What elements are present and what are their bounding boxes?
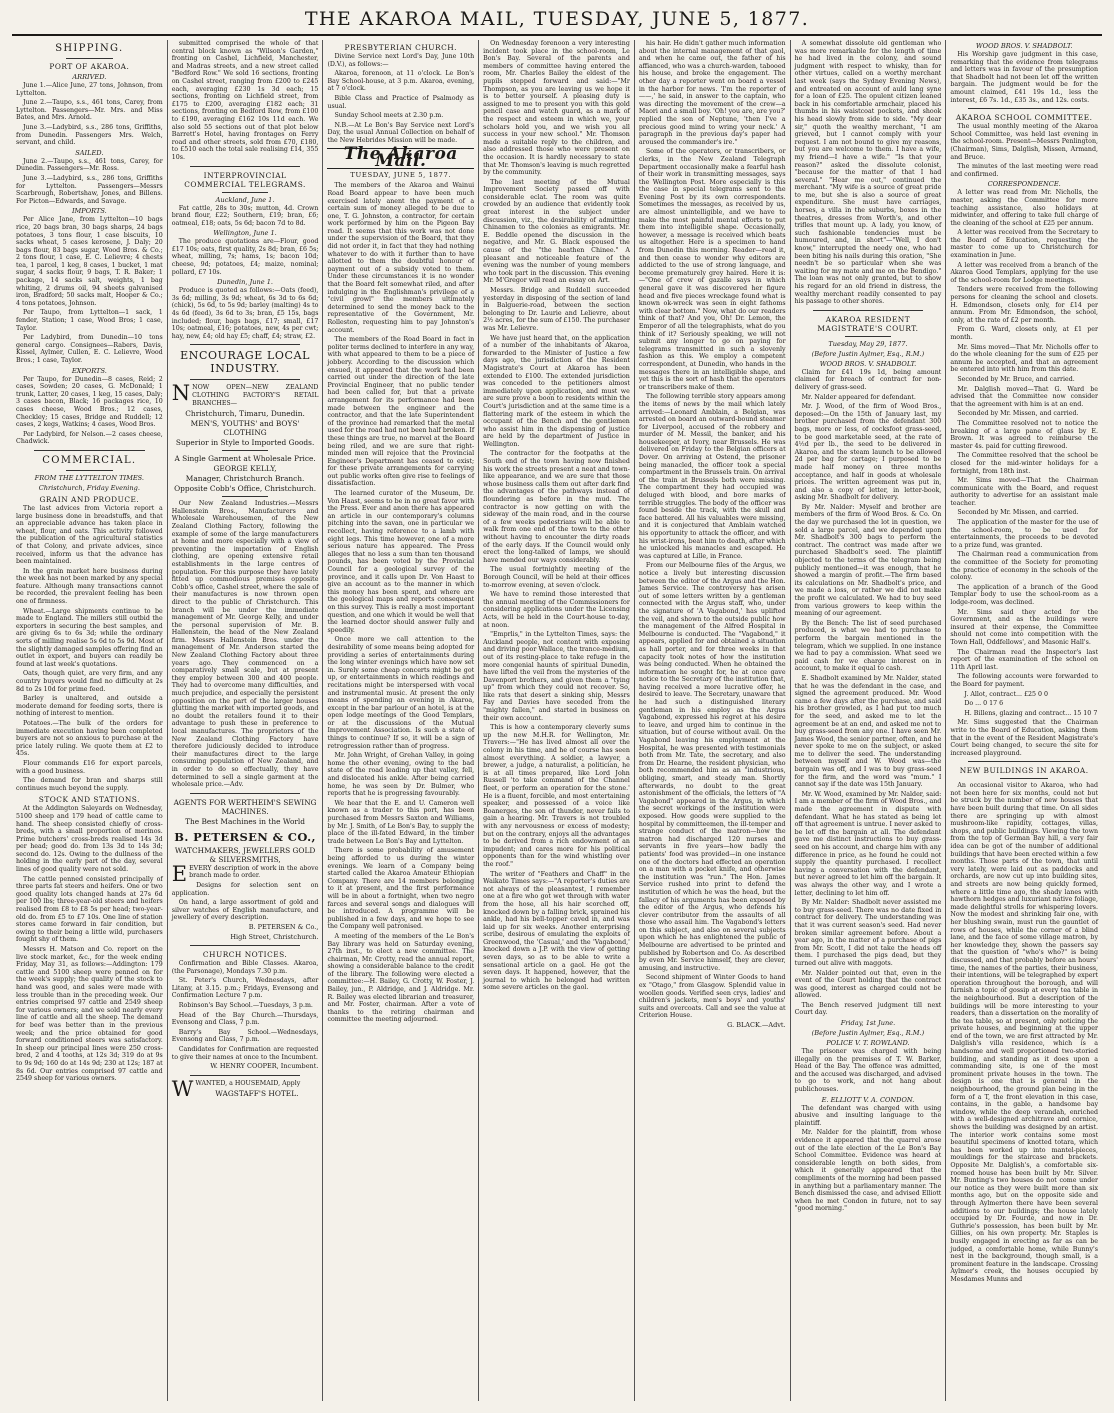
ad-now-open: NNOW OPEN—NEW ZEALAND CLOTHING FACTORY'S RETAIL BRANCHES—	[171, 381, 319, 407]
article-paragraph: Mr. Sims said they acted for the Government, and as the buildings were insured at their expense, the Committee should not come into competition with the Town Hall, Oddfellows', and Masonic Hall's.	[950, 608, 1099, 646]
article-paragraph: The Chairman read the Inspector's last report of the examination of the school on 11th April last.	[950, 648, 1099, 671]
ad-wanted: WWANTED, a HOUSEMAID, Apply	[171, 1076, 301, 1101]
article-paragraph: Oats, though quiet, are very firm, and any country buyers would find no difficulty at 2s 8d to 2s 10d for prime feed.	[16, 670, 163, 693]
ad-manager: Manager, Christchurch Branch.	[185, 474, 305, 484]
article-paragraph: The application of a branch of the Good Templar body to use the school-room as a lodge-room, was declined.	[950, 583, 1099, 606]
court-paragraph: Mr. J. Wood, of the firm of Wood Bros., deposed:—On the 15th of January last, my brother purchased from the defendant 300 bags, more or less, of cocksfoot grass-seed, to be good marketable seed, at the rate of 4½d per lb., the seed to be delivered in Akaroa, and the steam launch to be allowed 2d per bag for cartage; I purposed to be made half money on three months acceptance, and half in goods at wholesale prices. The written agreement was put in, and also a copy of letter, in letter-book, asking Mr. Shadbolt for delivery.	[794, 403, 942, 502]
bench-line: (Before Justin Aylmer, Esq., R.M.)	[811, 349, 925, 358]
editorial-paragraph: There is some probability of amusement being afforded to us during the winter evenings. We learn of a Company being started called the Akaroa Amateur Ethiopian Company. There are 14 members belonging to it at present, and the first performance will be in about a fortnight, when two negro farces and several songs and dialogues will be introduced. A programme will be published in a few days, and we hope to see the Company well patronised.	[327, 847, 475, 931]
account-line: H. Billens, glazing and contract... 15 10 7	[964, 709, 1098, 717]
article-paragraph: A letter was received from a branch of the Akaroa Good Templars, applying for the use of the school-room for Lodge meetings.	[950, 261, 1099, 284]
notice-paragraph: Divine Service next Lord's Day, June 10th (D.V.), as follows:—	[327, 53, 475, 68]
divider	[845, 336, 892, 337]
article-paragraph: Messrs. Bridge and Ruddell succeeded yesterday in disposing of the section of land in Balguerie-road, between the section belonging to Dr. Laurie and Lelievre, about 2½ acres, for the sum of £150. The purchaser was Mr. Lelievre.	[483, 287, 630, 332]
subheading-stock: STOCK AND STATIONS.	[38, 795, 140, 805]
article-paragraph: Messrs H. Matson and Co. report on the live stock market, &c., for the week ending Friday, May 31, as follows:—Addington: 179 cattle and 5100 sheep were penned on for the week's supply; the quality of the stock to hand was good, and sales were made with less trouble than in the preceding week. Our entries comprised 97 cattle and 2549 sheep for various owners; and we sold nearly every line of cattle and all the sheep. The demand for beef was better than in the previous week; and the price obtained for good forward conditioned steers was satisfactory. In sheep our principal lines were 250 cross-bred, 2 and 4 tooths, at 12s 3d; 319 do at 9s to 9s 9d; 160 do at 14s 9d; 230 at 12s; 187 at 8s 6d. Our entries comprised 97 cattle and 2549 sheep for various owners.	[16, 946, 163, 1083]
source-line: FROM THE LYTTELTON TIMES.	[34, 473, 145, 482]
article-paragraph: A letter was read from Mr. Nicholls, the master, asking the Committee for more teaching assistance, also holidays at midwinter, and offering to take full charge of the cleaning of the school at £25 per annum.	[950, 189, 1099, 227]
notice-paragraph: Candidates for Confirmation are requested to give their names at once to the Incumbent.	[171, 1046, 319, 1061]
editorial-paragraph: The members of the Akaroa and Wainui Road Board appear to have been much exercised lately anent the payment of a certain sum of money alleged to be due to one, T. G. Johnston, a contractor, for certain work performed by him on the Pigeon Bay road. It seems that this work was not done under the supervision of the Board, that they did not order it, in fact that they had nothing whatever to do with it further than to have allotted to them the doubtful honour of payment out of a subsidy voted to them. Under these circumstances it is no wonder that the Board felt somewhat riled, and after indulging in the Englishman's privilege of a "civil growl" the members ultimately determined to send the money back to the representative of the Government, Mr. Rolleston, requesting him to pay Johnston's account.	[327, 182, 475, 334]
ad-heading-encourage: ENCOURAGE LOCAL INDUSTRY.	[180, 349, 311, 376]
column-1	[12, 40, 168, 1401]
imports-text: Per Ladybird, from Dunedin—10 tons general cargo. Consignees—Rabers, Davis, Kissel, Aylmer, Cullen, E. C. Lelievre, Wood Bros.; 1 case, Taylor.	[16, 334, 163, 364]
court-paragraph: The defendant was charged with using abusive and insulting language to the plaintiff.	[794, 1104, 942, 1127]
editorial-paragraph: We hear that the E. and U. Cameron well known as a trader to this port, has been purchased from Messrs Saxton and Williams, by Mr. J. Smith, of Le Bon's Bay, to supply the place of the ill-fated Edward, in the timber trade between Le Bon's Bay and Lyttelton.	[327, 799, 475, 845]
article-paragraph: We have just heard that, on the application of a number of the inhabitants of Akaroa, forwarded to the Minister of Justice a few days ago, the jurisdiction of the Resident Magistrate's Court at Akaroa has been extended to £100. The extended jurisdiction was conceded to the petitioners almost immediately upon application, and must we are sure prove a boon to residents within the Court's jurisdiction and at the same time is a flattering mark of the esteem in which the occupant of the Bench and the gentlemen who assist him in the dispensing of justice are held by the department of Justice in Wellington.	[483, 334, 630, 448]
dateline: Wellington, June 1.	[213, 229, 277, 238]
article-paragraph: Seconded by Mr. Missen, and carried.	[957, 410, 1079, 418]
ad-wholesale: A Single Garment at Wholesale Price.	[174, 454, 316, 464]
article-paragraph: On hand, a large assortment of gold and silver watches of English manufacture, and jewellery of every description.	[171, 899, 319, 922]
article-paragraph: Fat cattle, 28s to 30s; mutton, 4d. Crown brand flour, £22; Southern, £19; bran, £6; oatmeal, £18; oats, 5s 6d; bacon 7d to 8d.	[171, 204, 319, 227]
court-paragraph: Mr. Nalder pointed out that, even in the event of the Court holding that the contract was good, interest as charged could not be allowed.	[794, 969, 942, 1000]
article-paragraph: In the grain market here business during the week has not been marked by any special feature. Although many transactions cannot be recorded, the prevalent feeling has been one of firmness.	[16, 567, 163, 606]
court-paragraph: By Mr. Nalder: Myself and brother are members of the firm of Wood Bros. & Co. On the day we purchased the lot in question, we sold a large parcel, and we depended upon Mr. Shadbolt's 300 bags to perform the contract. The contract was made after we purchased Shadbolt's seed. The plaintiff objected to the terms of the telegram being publicly mentioned—it was enough, that he showed a margin of profit.—The firm based its calculations on Mr. Shadbolt's price, and we made a loss, or rather we did not make the profit we calculated. We had to buy seed from various growers to keep within the meaning of our agreement.	[794, 503, 942, 618]
divider	[968, 108, 1080, 109]
court-paragraph: E. Shadbolt examined by Mr. Nalder, stated that he was the defendant in the case, and signed the agreement produced. Mr. Wood came a few days after the purchase, and said his brother growled, as I had put too much for the seed, and asked me to let the agreement be at an end, and asked me not to buy grass-seed from any one. I have seen Mr. James Wood, the senior partner, often, and he never spoke to me on the subject, or asked me to deliver the seed. The understanding between myself and W. Wood was—the bargain was off, and I was to buy grass-seed for the firm, and the word was "mum." I cannot say if the date was 15th January.	[794, 674, 942, 789]
divider	[190, 344, 301, 345]
editorial-paragraph: Once more we call attention to the desirability of some means being adopted for providing a series of entertainments during the long winter evenings which have now set in. Surely some cheap concerts might be got up, or entertainments in which readings and recitations might be interspersed with vocal and instrumental music. At present the only means of spending an evening in Akaroa, except in the bar parlour of an hotel, is at the open lodge meetings of the Good Templars, or at the discussions of the Mutual Improvement Association. Is such a state of things to continue? If so, it will be a sign of retrogression rather than of progress.	[327, 636, 475, 750]
divider	[190, 166, 301, 167]
article-paragraph: Wheat.—Large shipments continue to be made to England. The millers still outbid the exporters in securing the best samples, and are giving 6s to 6s 3d; while the ordinary sorts of milling realise 5s 6d to 5s 9d. Most of the slightly damaged samples offering find an outlet in export, and buyers can readily be found at last week's quotations.	[16, 607, 163, 668]
arrival-entry: June 3.—Ladybird, s.s., 286 tons, Griffiths, from Dunedin. Passengers Mrs. Welch, servant, and child.	[16, 123, 163, 147]
article-paragraph: The Chairman read a communication from the committee of the Society for promoting the practice of economy in the schools of the colony.	[950, 551, 1099, 582]
article-paragraph: The produce quotations are—Flour, good £17 10s; oats, first quality, 2s 8d; bran, £6 5s; wheat, milling, 7s; hams, 1s; bacon 10d; cheese, 9d; potatoes, £4; maize, nominal; pollard, £7 10s.	[171, 238, 319, 276]
notice-paragraph: St. Peter's Church, Wednesdays, after Litany, at 3.15. p.m.; Fridays, Evensong and Confirmation Lecture 7 p.m.	[171, 977, 319, 1000]
section-heading-commercial: COMMERCIAL.	[42, 454, 137, 466]
article-paragraph: The last advices from Victoria report a large business done in breadstuffs, and that an appreciable advance has taken place in wheat, flour, and oats. This activity followed the publication of the agricultural statistics of that Colony, and private advices, since received, inform us that the advance has been maintained.	[16, 504, 163, 566]
article-paragraph: The last meeting of the Mutual Improvement Society passed off with considerable eclat. The room was quite crowded by an audience that evidently took great interest in the subject under discussion, viz., the desirability of admitting Chinamen to the colonies as emigrants. Mr. E. Beddle opened the discussion in the negative, and Mr. G. Black espoused the cause of the "the heathen Chinee." A pleasant and noticeable feature of the evening was the number of young members who took part in the discussion. This evening Mr. M'Gregor will read an essay on Art.	[483, 178, 630, 285]
subheading-court: AKAROA RESIDENT MAGISTRATE'S COURT.	[817, 314, 919, 333]
notice-paragraph: Robinson's Bay School.—Tuesdays, 3 p.m.	[178, 1002, 313, 1010]
divider	[190, 793, 301, 794]
article-paragraph: The Committee resolved that the school be closed for the mid-winter holidays for a fortnight, from 18th inst.	[950, 452, 1099, 475]
dateline: Dunedin, June 1.	[217, 278, 274, 287]
exports-text: Per Ladybird, for Nelson.—2 cases cheese, Chadwick.	[16, 430, 163, 446]
court-paragraph: Mr. Nalder appeared for defendant.	[801, 393, 916, 401]
subheading-port: PORT OF AKAROA.	[49, 62, 130, 71]
divider	[1000, 778, 1048, 779]
divider	[190, 1075, 301, 1076]
ad-agents: AGENTS FOR WERTHEIM'S SEWING MACHINES.	[173, 797, 317, 816]
case-title: WOOD BROS. V. SHADBOLT.	[819, 359, 917, 368]
article-paragraph: Second shipment of Winter Goods to hand ex "Otago," from Glasgow. Splendid value in woollen goods. Verified seen crys, ladies' and children's jackets, men's boys' and youths' suits and overcoats. Call and see the value at Criterion House.	[638, 974, 786, 1020]
dropcap: E	[171, 861, 188, 886]
article-paragraph: An occasional visitor to Akaroa, who had not been here for six months, could not but be struck by the number of new houses that have been built during that time. On all sides there are springing up with almost mushroom-like rapidity, cottages, villas, shops, and public buildings. Viewing the town from the top of German Bay hill, a very fair idea can be got of the number of additional buildings that have been erected within a few months. Those parts of the town, that until very lately, were laid out as paddocks and orchards, are now cut up into building sites, and streets are now being quickly formed, where a little time ago, the shady lanes with hawthorn hedges and luxuriant native foliage, made delightful strolls for whispering lovers. Now the modest and shrinking fair one, with her blushing swain, must run the gauntlet of rows of houses, while the corner of a blind lane, and the face of some village matron, by her knowledge they, shown the passers say that the question of "who's who?" is being discussed, and that probably before an hours' time, the names of the parties, their business, their intentions, will be telegraphed by expert operation throughout the borough, and will furnish a topic of gossip at every tea table in the neighbourhood. But a description of the buildings will be more interesting to your readers, than a dissertation on the morality of the tea table, so at present, only noticing the private houses, and beginning at the upper end of the town, we are first attracted by Mr. Dalglish's villa residence, which is a handsome and well proportioned two-storied building, and standing as it does upon a commanding site, is one of the most prominent private houses in the town. The design is one that is general in the neighbourhood, the ground plan being in the form of a T, the front elevation in this case, contains, in the gable, a handsome bay window, while the deep verandah, enriched with a well-designed architrave and cornice, shows the building was designed by an artist. The interior work contains some most beautiful specimens of knotted totara, which has been worked up into mantel-pieces, mouldings for the staircase and brackets. Opposite Mr. Dalglish's, a comfortable six-roomed house has been built by Mr. Silver. Mr. Bunting's two houses do not come under our notice as they were built more than six months ago, but on the opposite side and through Aylmerton there have been several additions to our buildings; the house lately occupied by Dr. Fourde, and now in Dr. Guthrie's possession, has been built by Mr. Gillies, on his own property. Mr. Staples is busily engaged in erecting as far as can be judged, a comfortable home, while Bunny's nest in the background, though small, is a prominent feature in the landscape. Crossing Aylmer's creek, the houses occupied by Mesdames Munns and	[950, 782, 1099, 1283]
court-paragraph: The prisoner was charged with being illegally on the premises of T. W. Barker, Head of the Bay. The offence was admitted, and the accused was discharged, and advised to go to work, and not hang about publichouses.	[794, 1048, 942, 1094]
article-paragraph: This is how a contemporary cleverly sums up the new M.H.R. for Wellington, Mr. Travers:—"He has lived almost all over the colony in his time, and he of course has seen almost everything. A soldier, a lawyer, a brewer, a judge, a naturalist, a politician, he is at all times prepared, like Lord John Russell 'to take command of the Channel fleet, or perform an operation for the stone.' He is a fluent, forcible, and most entertaining speaker, and possessed of a voice like Boanerges, the son of thunder, never fails to gain a hearing. Mr. Travers is not troubled with any nervousness or excess of modesty; but on the contrary, enjoys all the advantages to be derived from a rich endowment of an impudent; and cares more for his political opponents than for the wind whistling over the roof."	[483, 724, 630, 868]
account-line: J. Allot, contract... £25 0 0	[964, 690, 1049, 698]
nameplate: The Akaroa Mail.	[327, 148, 474, 169]
court-paragraph: Claim for £41 19s 1d, being amount claimed for breach of contract for non-delivery of grass-seed.	[794, 368, 942, 391]
subheading-church: CHURCH NOTICES.	[202, 950, 288, 960]
column-4	[479, 40, 635, 1401]
signature: High Street, Christchurch.	[230, 932, 319, 941]
column-7	[946, 40, 1102, 1401]
subheading-presbyterian: PRESBYTERIAN CHURCH.	[344, 43, 458, 52]
article-paragraph: Barley is unaltered, and outside a moderate demand for feeding sorts, there is nothing of interest to mention.	[16, 695, 163, 718]
divider	[190, 379, 301, 380]
article-paragraph: Produce is quoted as follows:—Oats (feed), 3s 6d; milling, 3s 9d; wheat, 6s 3d to 6s 6d; (chick), 5s 6d, to 5s 9d; barley (malting) 4s to 4s 6d (feed), 3s 6d to 3s; bran, £5 15s, bags included; flour, bags bags, £17; small, £17 10s; oatmeal, £16; potatoes, new, 4s per cwt; hay, new, £4; old hay £5; chaff, £4; straw, £2.	[171, 287, 319, 340]
notice-paragraph: Confirmation and Bible Classes. Akaroa, (the Parsonage), Mondays 7.30 p.m.	[171, 960, 319, 975]
court-paragraph: Mr. Nalder for the plaintiff, from whose evidence it appeared that the quarrel arose out of the late election of the Le Bon's Bay School Committee. Evidence was heard at considerable length on both sides, from which it generally appeared that the compliments of the morning had been passed in anything but a parliamentary manner. The Bench dismissed the case, and advised Elliott when he met Condon in future, not to say "good morning."	[794, 1129, 942, 1213]
article-paragraph: The minutes of the last meeting were read and confirmed.	[950, 163, 1099, 178]
article-paragraph: Our New Zealand Industries.—Messrs Hallenstein Bros., Manufacturers and Wholesale Warehousemen, of the New Zealand Clothing Factory, following the example of some of the large manufacturers at home and more especially with a view of preventing the importation of English clothing, are opening extensive retail establishments in the large centres of population. For this purpose they have lately fitted up commodious premises opposite Cobb's office, Cashel street, where the sale of their manufactures is now thrown open direct to the public of Christchurch. This branch will be under the immediate management of Mr. George Kelly, and under the personal supervision of Mr. B. Hallenstein, the head of the New Zealand firm. Messrs Hallenstein Bros. under the management of Mr. Anderson started the New Zealand Clothing Factory about three years ago. They commenced on a comparatively small scale, but at present they employ between 300 and 400 people. They had to overcome many difficulties, and much prejudice, and especially the persistent opposition on the part of the larger houses glutting the market with imported goods, and no doubt the retailers found it to their advantage to push these in preference to local manufactures. The proprietors of the New Zealand Clothing Factory have therefore judiciously decided to introduce their manufactures direct to the large consuming population of New Zealand, and in order to do so effectually, they have determined to sell a single garment at the wholesale price.—Adv.	[171, 500, 319, 789]
article-paragraph: Mr. Sims suggested that the Chairman write to the Board of Education, asking them that in the event of the Resident Magistrate's Court being changed, to secure the site for increased playground.	[950, 719, 1099, 757]
divider	[222, 450, 269, 451]
court-paragraph: By the Bench: The list of seed purchased produced, is what we had to purchase to perform the bargain mentioned in the telegram, which we supplied. In one instance we had to pay a commission. What seed we paid cash for we charge interest on in account, to make it equal to cash.	[794, 619, 942, 673]
court-paragraph: By Mr. Nalder: Shadbolt never assisted me to buy grass-seed. There was no date fixed in contract for delivery. The understanding was that it was current season's seed. Had never broken similar agreement before. About a year ago, in the matter of a purchase of pigs from Mr. Scott, I did not take the heads off them. I purchased the pigs dead, but they turned out alive with maggots.	[794, 899, 942, 967]
editorial-paragraph: The learned curator of the Museum, Dr. Von Haast, seems to be in no great favor with the Press. Ever and anon there has appeared an article in our contemporary's columns pitching into the savan, one in particular we recollect, having reference to a lamb with eight legs. This time however, one of a more serious nature has appeared. The Press alleges that no less a sum than ten thousand pounds, has been voted by the Provincial Council for a geological survey of the province, and it calls upon Dr. Von Haast to give an account as to the manner in which this money has been spent, and where are the geological maps and reports consequent on this survey. This is really a most important question, and one which it would be well that the learned doctor should answer fully and speedily.	[327, 490, 475, 634]
column-5	[635, 40, 791, 1401]
article-paragraph: Mr. Sims moved—That the Chairman communicate with the Board, and request authority to advertise for an assistant male teacher.	[950, 477, 1099, 507]
notice-paragraph: Barry's Bay School.—Wednesdays, Evensong and Class, 7 p.m.	[171, 1028, 319, 1044]
subheading-school: AKAROA SCHOOL COMMITTEE.	[955, 113, 1093, 123]
article-paragraph: Some of the operators, or transcribers, or clerks, in the New Zealand Telegraph Department occasionally make a fearful hash of their work in transmitting messages, says the Wellington Post. More especially is this the case in special telegrams sent to the Evening Post by its own correspondents. Sometimes the messages, as received by us, are almost unintelligible, and we have to make the most painful mental efforts to put them into intelligible shape. Occasionally, however, a message is received which beats us altogether. Here is a specimen to hand from Dunedin this morning. Reader—read it, and then cease to wonder why editors are addicted to the use of strong language, and become prematurely grey haired. Here it is:—"One of crew of gazalle says in which general gave it was discovered her figure head and five pieces wreckage found what is known ok-wreck was seen in eight fathoms with clear bottom." Now, what do our readers think of that? And you, Oh! Dr. Lemon, the Emperor of all the telegraphists, what do you think of it? Seriously speaking, we will not submit any longer to go on paying for telegrams transmitted in such a slovenly fashion as this. We employ a competent correspondent, at Dunedin, who hands in the messages there in an intelligible shape, and yet this is the sort of hash that the operators or transcribers make of them.	[638, 148, 786, 391]
notice-paragraph: Sunday School meets at 2.30 p.m.	[334, 112, 444, 120]
subheading-correspondence: CORRESPONDENCE.	[987, 180, 1061, 189]
signature: B. PETERSEN & Co.,	[248, 922, 319, 931]
divider	[66, 58, 113, 59]
subheading-buildings: NEW BUILDINGS IN AKAROA.	[959, 766, 1089, 776]
article-paragraph: The following accounts were forwarded to the Board for payment.	[950, 673, 1099, 688]
notice-paragraph: Bible Class and Practice of Psalmody as usual.	[327, 94, 475, 110]
notice-paragraph: Head of the Bay Church.—Thursdays, Evensong and Class, 7 p.m.	[171, 1011, 319, 1027]
newspaper-page	[12, 6, 1102, 1401]
signature: W. HENRY COOPER, Incumbent.	[210, 1062, 319, 1071]
arrival-entry: June 2.—Taupo, s.s., 461 tons, Carey, from Lyttelton. Passengers—Mr. Mrs. and Miss Bates, and Mrs. Arnold.	[16, 99, 163, 122]
dateline: Christchurch, Friday Evening.	[38, 483, 140, 492]
ad-best: The Best Machines in the World	[185, 816, 306, 826]
section-heading-shipping: SHIPPING.	[55, 43, 124, 54]
article-paragraph: his hair. He didn't gather much information about the internal management of that gaol, and when he came out, the father of his affianced, who was a church-warden, tabooed his house, and broke the engagement. The other day a reporter went on board a vessel in the harbor for news. 'I'm the reporter of——,' he said, in answer to the captain, who was directing the movement of the crew—a Maori and a small boy. 'Oh! you are, are you?' replied the son of Neptune, 'then I've a precious good mind to wring your neck.' A paragraph in the previous day's paper had aroused the commander's ire."	[638, 40, 786, 146]
dropcap: W	[171, 1076, 194, 1101]
article-paragraph: The demand for bran and sharps still continues much beyond the supply.	[16, 777, 163, 792]
divider	[34, 450, 145, 451]
article-paragraph: The cattle penned consisted principally of three parts fat steers and heifers. One or two good quality lots changed hands at 27s 6d per 100 lbs; three-year-old steers and heifers realised from £8 to £8 5s per head; two-year-old do. from £5 to £7 10s. One line of station stores came forward in fair condition, but owing to their being a little wild, purchasers fought shy of them.	[16, 875, 163, 944]
ad-opposite: Opposite Cobb's Office, Christchurch.	[174, 484, 317, 494]
sailing-entry: June 3.—Ladybird, s.s., 286 tons, Griffiths for Lyttelton. Passengers—Messrs Scarbrough, Robertshaw, Jones, and Billens. For Picton—Edwards, and Savage.	[16, 174, 163, 205]
editorial-date: TUESDAY, JUNE 5, 1877.	[350, 170, 452, 179]
article-paragraph: We have to remind those interested that the annual meeting of the Commissioners for considering applications under the Licensing Acts, will be held in the Court-house to-day, at noon.	[483, 591, 630, 629]
ad-cities: Christchurch, Timaru, Dunedin.	[185, 409, 305, 419]
court-paragraph: The Bench reserved judgment till next Court day.	[794, 1001, 942, 1017]
divider	[66, 470, 113, 471]
divider	[222, 192, 269, 193]
divider	[190, 945, 301, 946]
article-paragraph: The application of the master for the use of the school-room, to be used for entertainments, the proceeds to be devoted to a prize fund, was granted.	[950, 519, 1099, 549]
column-6	[791, 40, 947, 1401]
article-paragraph: Flour commands £16 for export parcels, with a good business.	[16, 759, 163, 775]
ad-watchmakers: WATCHMAKERS, JEWELLERS GOLD & SILVERSMITHS,	[174, 845, 316, 864]
article-paragraph: The Committee resolved not to notice the breaking of a large pane of glass by E. Brown. It was agreed to reimburse the master 4s. paid for cutting firewood.	[950, 419, 1099, 450]
ad-petersen: B. PETERSEN & CO.,	[174, 829, 316, 844]
imports-text: Per Alice Jane, from Lyttelton—10 bags rice, 20 bags bran, 30 bags sharps, 24 bags potatoes, 3 tons flour, 1 case biscuits, 10 sacks wheat, 5 cases kerosene, J. Daly; 20 bags flour, 83 bags sugar, Wood Bros. & Co.; 2 tons flour, 1 case, E. C. Lelievre; 4 chests tea, 1 parcel, 1 keg, 8 cases, 1 bucket, 1 mat sugar, 4 sacks flour, 9 bags, T. R. Baker; 1 package, 14 sacks salt, weights, 1 bag whiting, 2 drums oil, 94 sheets galvanised iron, Bradford; 50 sacks malt, Hooper & Co.; 4 tons potatoes, Johnson.	[16, 216, 163, 307]
article-paragraph: The contractor for the footpaths at the South end of the town having now finished his work the streets present a neat and town-like appearance, and we are sure that those whose business calls them out after dark find the advantages of the pathways instead of floundering as before in the mud. The contractor is now getting on with the sideway of the main road, and in the course of a few weeks pedestrians will be able to walk from one end of the town to the other without having to encounter the dirty roads of the early days. If the Council would only erect the long-talked of lamps, we should have mended our ways considerably.	[483, 450, 630, 564]
case-title: E. ELLIOTT V. A. CONDON.	[821, 1095, 915, 1104]
article-paragraph: From G. Ward, closets only, at £1 per month.	[950, 326, 1099, 341]
article-paragraph: submitted comprised the whole of that central block known as "Wilson's Garden," fronting on Cashel, Lichfield, Manchester, and Madras streets, and a new street called "Bedford Row." We sold 16 sections, fronting on Cashel street, ranging from £200 to £245 each, averaging £230 1s 3d each; 15 sections, fronting on Lichfield street, from £175 to £200, averaging £182 each; 31 sections, fronting on Bedford Row, from £100 to £190, averaging £162 10s 11d each. We also sold 55 sections out of that plot below Barrett's Hotel, having frontages on Ferry road and other streets, sold from £70, £180, to £510 each the total sale realising £14, 355 10s.	[171, 40, 319, 161]
arrival-entry: June 1.—Alice June, 27 tons, Johnson, from Lyttelton.	[16, 82, 163, 97]
editorial-paragraph: Mr. John Wright, of Grehan Valley, in going home the other evening, owing to the bad state of the road leading up that valley, fell, and dislocated his ankle. After being carried home, he was seen by Dr. Bulmer, who reports that he is progressing favourably.	[327, 752, 475, 798]
article-paragraph: Seconded by Mr. Missen, and carried.	[957, 509, 1079, 517]
article-paragraph: Potatoes.—The bulk of the orders for immediate execution having been completed buyers are not so anxious to purchase at the price lately ruling. We quote them at £2 to 45s.	[16, 719, 163, 758]
article-paragraph: Designs for selection sent on application.	[171, 881, 319, 897]
article-paragraph: Seconded by Mr. Bruce, and carried.	[957, 375, 1075, 383]
article-paragraph: A letter was received from the Secretary to the Board of Education, requesting the master to come up to Christchurch for examination in June.	[950, 229, 1099, 260]
notice-paragraph: N.B.—At Le Bon's Bay Service next Lord's Day, the usual Annual Collection on behalf of the New Hebrides Mission will be made.	[327, 121, 475, 144]
article-paragraph: Mr. Dalglish moved—That G. Ward be advised that the Committee now consider that the agreement with him is at an end.	[950, 385, 1099, 408]
exports-text: Per Taupo, for Dunedin—8 cases, Reid; 2 cases, Sowden; 20 cases, G. McDonald; 1 trunk, Latter, 20 cases, 1 keg, 15 cases, Daly; 3 cases bacon, Black; 16 packages rice, 10 cases cheese, Wood Bros.; 12 cases, Checkley; 15 cases, Bridge and Ruddell; 12 cases, 2 kegs, Watkins; 4 cases, Wood Bros.	[16, 375, 163, 429]
article-paragraph: At the Addington Saleyards on Wednesday, 5100 sheep and 179 head of cattle came to hand. The sheep consisted chiefly of cross-breds, with a small proportion of merinos. Prime butchers' cross-breds realised 14s 3d per head; good do. from 13s 3d to 14s 3d; second do. 12s. Owing to the dullness of the holding in the early part of the day, several lines of good quality were not sold.	[16, 805, 163, 874]
article-paragraph: A somewhat dissolute old gentleman who was more remarkable for the length of time he had lived in the colony, and sound judgment with respect to whisky, than for other virtues, called on a worthy merchant last week (says the Sydney Evening News), and entreated on account of auld lang syne for a loan of £25. The opulent citizen leaned back in his comfortable armchair, placed his thumbs in his waistcoat pockets, and shook his head slowly from side to side. "My dear sir," quoth the wealthy merchant, "I am grieved, but I cannot comply with your request. I am not bound to give my reasons, but you are welcome to them. I have a wife, my friend—I have a wife." "Is that your reason?" asked the dissolute colonist, "because for the matter of that I had several." "Hear me out," continued the merchant. "My wife is a source of great pride to me, but she is also a source of great expenditure. She must have carriages, horses, a villa in the suburbs, boxes in the theatres, dresses from Worth's, and other trifles that mount up. A lady, you know, of such fashionable tendencies must be humoured, and, in short"—"Well, I don't know," interrupted the needy one, who had been biting his nails during this oration, "She needn't be so particular when she was waiting for my mate and me on the Bendigo." The loan was not only granted, but to show his regard for an old friend in distress, the wealthy merchant readily consented to pay his passage to other shores.	[794, 40, 942, 306]
subheading-telegrams: INTERPROVINCIAL COMMERCIAL TELEGRAMS.	[184, 170, 306, 189]
article-paragraph: Tenders were received from the following persons for cleaning the school and closets. H. Edmondson, closets only, for £14 per annum. From Mr. Edmondson, the school, only, at the rate of £2 per month.	[950, 286, 1099, 324]
case-title: POLICE V. T. ROWLAND.	[826, 1039, 910, 1048]
ad-wagstaff: WAGSTAFF'S HOTEL.	[215, 1089, 299, 1099]
signature: G. BLACK.—Advt.	[727, 1021, 786, 1029]
article-paragraph: The writer of "Feathers and Chaff" in the Waikato Times says:—"A reporter's duties are not always of the pleasantest, I remember one at a fire who got wet through with water from the hose, all his hair scorched off, knocked down by a falling brick, sprained his ankle, had his bell-topper caved in, and was laid up for six weeks. Another enterprising scribe, desirous of emulating the exploits of Greenwood, the 'Casual,' and the 'Vagabond,' knocked down a J.P. with the view of getting seven days, so as to be able to write a sensational article on a gaol. He got the seven days. It happened, however, that the journal to which he belonged had written some severe articles on the gaol.	[483, 870, 630, 992]
divider	[222, 496, 269, 497]
ad-every: EEVERY description of work in the above branch made to order.	[171, 861, 319, 886]
divider	[813, 310, 924, 311]
article-paragraph: From our Melbourne files of the Argus, we notice a lively but interesting discussion between the editor of the Argus and the Hon. James Service. The controversy has arisen out of some letters written by a gentleman connected with the Argus staff, who, under the signature of 'A Vagabond,' has uplifted the veil, and shown to the outside public how the management of the Alfred Hospital in Melbourne is conducted. The "Vagabond," it appears, applied for and obtained a situation as hall porter, and for three weeks in that capacity took notes of how the institution was being conducted. When he obtained the information he sought for, he at once gave notice to the Secretary of the institution that, having received a more lucrative offer, he desired to leave. The Secretary, unaware that he had such a distinguished literary gentleman in his employ as the Argus Vagabond, expressed his regret at his desire to leave, and urged him to continue in the situation, but of course without avail. On the Vagabond leaving his employment at the Hospital, he was presented with testimonials both from Mr. Tate, the secretary, and also from Dr. Hearne, the resident physician, who both recommended him as an "industrious, obliging, smart, and steady man. Shortly afterwards, no doubt to the great astonishment of the officials, the letters of "A Vagabond" appeared in the Argus, in which the secret workings of the institution were exposed. How goods were supplied to the hospital by committeemen, the ill-temper and strange conduct of the matron—how the matron had discharged 120 nurses and servants in five years—how badly the patients' food was provided—in one instance one of the doctors had effected an operation on a man with a pocket knife, and otherwise the institution was "run." The Hon. James Service rushed into print to defend the institution of which he was the head, but the fallacy of his arguments has been exposed by the editor of the Argus, who defends his clever contributor from the assaults of all those who assail him. The Vagabond's letters on this subject, and also on several subjects upon which he has enlightened the public of Melbourne are advertised to be printed and published by Robertson and Co. As described by even Mr. Service himself, they are clever, amusing, and instructive.	[638, 562, 786, 972]
divider	[968, 761, 1080, 762]
imports-text: Per Taupo, from Lyttelton—1 sack, 1 fender, Station; 1 case, Wood Bros; 1 case, Taylor.	[16, 309, 163, 332]
account-line: Do ... 0 17 6	[964, 700, 1004, 708]
article-paragraph: The usual fortnightly meeting of the Borough Council, will be held at their offices to-morrow evening, at seven o'clock.	[483, 566, 630, 589]
court-paragraph: His Worship gave judgment in this case, remarking that the evidence from telegrams and letters was in favour of the presumption that Shadbolt had not been let off the written bargain. The judgment would be for the amount claimed, £41 19s 1d., less the interest, £6 7s. 1d., £35 3s., and 12s. costs.	[950, 51, 1099, 104]
notice-paragraph: Akaroa, forenoon, at 11 o'clock. Le Bon's Bay School-house, at 3 p.m. Akaroa, evening, at 7 o'clock.	[327, 70, 475, 93]
ad-mens: MEN'S, YOUTHS' and BOYS' CLOTHING	[190, 419, 300, 438]
masthead: THE AKAROA MAIL, TUESDAY, JUNE 5, 1877.	[12, 6, 1102, 36]
columns	[12, 40, 1102, 1401]
editorial-paragraph: The members of the Road Board in fact in politer terms declined to interfere in any way, with what appeared to them to be a piece of jobbery. According to the discussion which ensued, it appeared that the work had been carried out under the direction of the late Provincial Engineer, that no public tender had been called for, but that a private arrangement for its performance had been made between the engineer and the contractor, and that the late Superintendent of the province had remarked that the metal used for the road had not been half broken. If these things are true, no marvel at the Board being riled, and we are sure that right-minded men will rejoice that the Provincial Engineer's Department has ceased to exist; for these private arrangements for carrying out public works often give rise to feelings of dissatisfaction.	[327, 336, 475, 488]
subheading-arrived: ARRIVED.	[72, 73, 107, 81]
dateline: Friday, 1st June.	[840, 1019, 896, 1028]
editorial-paragraph: A meeting of the members of the Le Bon's Bay library was held on Saturday evening, 27th inst., to elect a new committee. The chairman, Mr. Crotty, read the annual report, showing a considerable balance to the credit of the library. The following were elected a committee:—H. Bailey, G. Crotty, W. Foster, J. Bailey, jun., P. Aldridge, and J. Aldridge. Mr. R. Bailey was elected librarian and treasurer, and Mr. Foster, chairman. After a vote of thanks to the retiring chairman and committee the meeting adjourned.	[327, 932, 475, 1024]
ad-superior: Superior in Style to Imported Goods.	[175, 438, 315, 448]
subheading-exports: EXPORTS.	[71, 366, 107, 375]
bench-line: (Before Justin Aylmer, Esq., R.M.)	[811, 1029, 925, 1038]
subheading-sailed: SAILED.	[75, 148, 104, 157]
column-2	[168, 40, 324, 1401]
court-paragraph: Mr. W. Wood, examined by Mr. Nalder, said: I am a member of the firm of Wood Bros., and made the agreement in dispute with defendant. What he has stated as being let off that agreement is untrue. I never asked to be let off the bargain at all. The defendant gave me distinct instructions to buy grass-seed on his account, and charge him with any difference in price, as he found he could not supply the quantity purchased. I recollect having a conversation with the defendant, but never agreed to let him off the bargain. It was always the other way, and I wrote a letter, declining to let him off.	[794, 790, 942, 897]
subheading-imports: IMPORTS.	[71, 207, 107, 216]
case-title: WOOD BROS. V. SHADBOLT.	[975, 42, 1073, 50]
dateline: Tuesday, May 29, 1877.	[828, 339, 908, 348]
column-3	[323, 40, 479, 1401]
article-paragraph: On Wednesday forenoon a very interesting incident took place in the school-room, Le Bon's Bay. Several of the parents and members of committee having entered the room, Mr. Charles Bailey the eldest of the pupils stepped forward and said:—"Mr Thompson, as you are leaving us we hope it is to better yourself. A pleasing duty is assigned to me to present you with this gold pencil case and watch guard, as a mark of the respect and esteem in which we, your scholars hold you, and we wish you all success in your new school." Mr. Thomson made a suitable reply to the children, and also addressed those who were present on the occasion. It is hardly necessary to state that Mr. Thomson's leaving is much regretted by the community.	[483, 40, 630, 177]
subheading-grain: GRAIN AND PRODUCE.	[39, 494, 140, 504]
article-paragraph: The usual monthly meeting of the Akaroa School Committee, was held last evening in the school-room. Present—Messrs Penlington, (Chairman), Sims, Dalglish, Missen, Armand, and Bruce.	[950, 123, 1099, 161]
article-paragraph: "Emprlis," in the Lyttelton Times, says: the Auckland people, not content with exposing and driving poor Wallace, the trance-medium, out of its resting-place to take refuge in the more congenial haunts of spiritual Dunedin, have lifted the veil from the mysteries of the Davenport brothers, and given them a "tying up" from which they could not recover. So, like rats that desert a sinking ship, Messrs Fay and Davies have seceded from the "mighty fallen," and started in business on their own account.	[483, 631, 630, 722]
dropcap: N	[171, 381, 191, 406]
article-paragraph: Mr. Sims moved—That Mr. Nicholls offer to do the whole cleaning for the sum of £25 per annum be accepted, and that an agreement be entered into with him from this date.	[950, 343, 1099, 374]
ad-kelly: GEORGE KELLY,	[213, 464, 277, 474]
sailing-entry: June 2.—Taupo, s.s., 461 tons, Carey, for Dunedin. Passengers—Mr. Ross.	[16, 157, 163, 173]
article-paragraph: The following terrible story appears among the items of news by the mail which lately arrived:—Leonard Amblain, a Belgian, was arrested on board an outward-bound steamer for Liverpool, accused of the robbery and murder of M. Messil, the banker, and his housekeeper, at Ivory, near Brussels. He was delivered on Friday to the Belgian officers at Dover. On arriving at Ostend, the prisoner being manacled, the officer took a special compartment in the Brussels train. On arrival of the train at Brussels both were missing. The compartment they had occupied was deluged with blood, and bore marks of terrible struggles. The body of the officer was found beside the track, with the skull and face battered. All his valuables were missing, and it is conjectured that Amblain watched his opportunity to attack the officer, and with his wrist-irons, beat him to death, after which he unlocked his manacles and escaped. He was captured at Lille, in France.	[638, 393, 786, 560]
dateline: Auckland, June 1.	[215, 195, 275, 204]
